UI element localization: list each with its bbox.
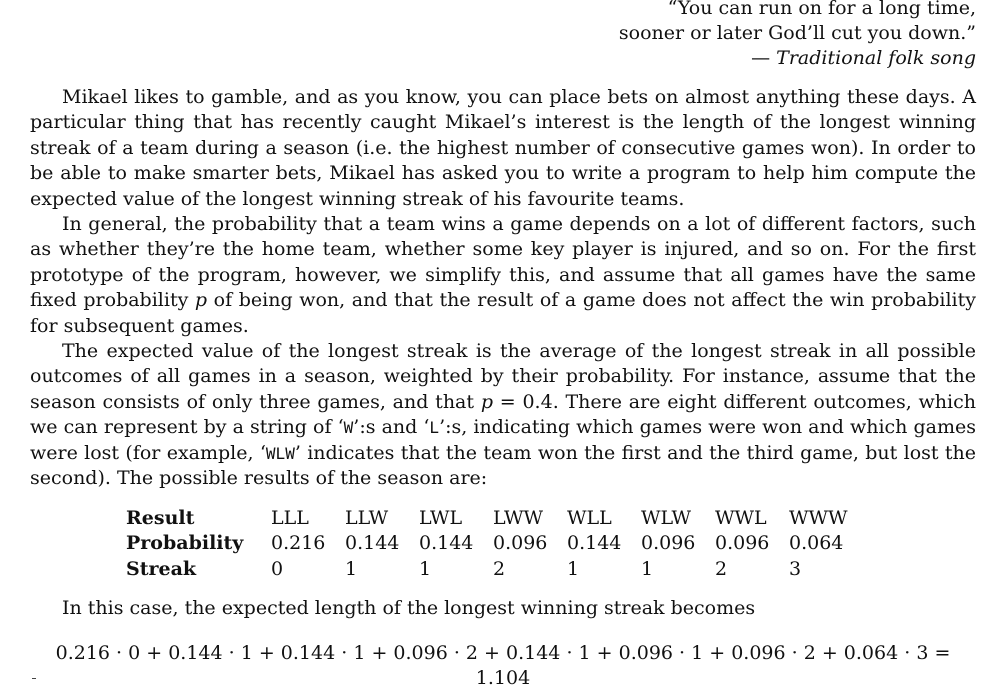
table-cell: 0.096	[715, 532, 770, 554]
expected-value-formula: 0.216 · 0 + 0.144 · 1 + 0.144 · 1 + 0.096 · 2 + 0.144 · 1 + 0.096 · 1 + 0.096 · 2 + 0.064 · 3 = 1.104	[55, 642, 951, 689]
table-cell: 0.064	[789, 532, 844, 554]
row-label-streak: Streak	[126, 557, 197, 580]
paragraph-expected-mid-1: ’:s and ‘	[353, 416, 430, 439]
paragraph-probability	[30, 212, 976, 339]
table-cell: 0	[271, 557, 284, 580]
table-cell: 0.144	[419, 532, 474, 554]
paragraph-expected-value	[30, 339, 976, 491]
table-cell: 0.096	[493, 532, 548, 554]
epigraph-line-1: “You can run on for a long time,	[667, 0, 976, 19]
table-cell: WWW	[789, 506, 848, 529]
row-label-probability: Probability	[126, 532, 244, 554]
table-cell: 0.144	[567, 532, 622, 554]
code-w: W	[343, 418, 354, 438]
epigraph-attribution-line	[30, 46, 976, 71]
table-cell: 1	[641, 557, 654, 580]
table-cell: 1	[419, 557, 432, 580]
epigraph-dash: —	[751, 47, 777, 69]
paragraph-probability-text-1: In general, the probability that a team wins a game depends on a lot of different factors, such as whether they’re the home team, whether some key player is injured, and so on. For the first prototype of the program, however, we simplify this, and assume that all games have the same fixed probability	[30, 213, 976, 312]
paragraph-expected-mid-2: ’:s, indicating which games were won and which games were lost (for example, ‘	[30, 416, 976, 464]
table-cell: WLW	[641, 506, 692, 529]
table-cell: LLL	[271, 506, 309, 529]
table-cell: 3	[789, 557, 802, 580]
paragraph-intro: Mikael likes to gamble, and as you know, you can place bets on almost anything these days. A particular thing that has recently caught Mikael’s interest is the length of the longest winning streak of a team during a season (i.e. the highest number of consecutive games won). In order to be able to make smarter bets, Mikael has asked you to write a program to help him compute the expected value of the longest winning streak of his favourite teams.	[30, 86, 976, 210]
table-cell: LWL	[419, 506, 463, 529]
paragraph-expected-text-1: The expected value of the longest streak is the average of the longest streak in all possible outcomes of all games in a season, weighted by their probability. For instance, assume that the season consists of only three games, and that	[30, 340, 976, 413]
table-cell: 0.096	[641, 532, 696, 554]
epigraph-attribution: Traditional folk song	[776, 47, 976, 69]
table-cell: 1	[345, 557, 358, 580]
results-table	[126, 506, 863, 583]
table-cell: LWW	[493, 506, 544, 529]
epigraph-line-2: sooner or later God’ll cut you down.”	[618, 22, 976, 44]
paragraph-expected-text-2: ’ indicates that the team won the first and the third game, but lost the second). The possible results of the season are:	[30, 441, 976, 490]
page-mark	[32, 678, 36, 679]
math-p: p	[194, 289, 208, 312]
row-label-result: Result	[126, 506, 195, 529]
epigraph	[30, 0, 976, 71]
table-cell: LLW	[345, 506, 389, 529]
table-cell: 2	[493, 557, 506, 580]
table-cell: WLL	[567, 506, 612, 529]
problem-statement	[30, 0, 976, 691]
paragraph-probability-text-2: of being won, and that the result of a game does not affect the win probability for subsequent games.	[30, 289, 977, 337]
paragraph-expected-eq: = 0.4. There are eight different outcomes, which we can represent by a string of ‘	[30, 390, 976, 439]
table-cell: 0.144	[345, 532, 400, 554]
table-row-result	[126, 506, 863, 532]
table-row-probability	[126, 531, 863, 557]
statement-body	[30, 85, 976, 492]
table-cell: 1	[567, 557, 580, 580]
table-cell: 0.216	[271, 532, 326, 554]
code-l: L	[429, 418, 440, 438]
table-cell: WWL	[715, 506, 767, 529]
expected-length-sentence: In this case, the expected length of the longest winning streak becomes	[62, 597, 756, 619]
table-row-streak	[126, 557, 863, 583]
code-wlw: WLW	[265, 443, 295, 463]
table-cell: 2	[715, 557, 728, 580]
math-p: p	[480, 390, 493, 413]
